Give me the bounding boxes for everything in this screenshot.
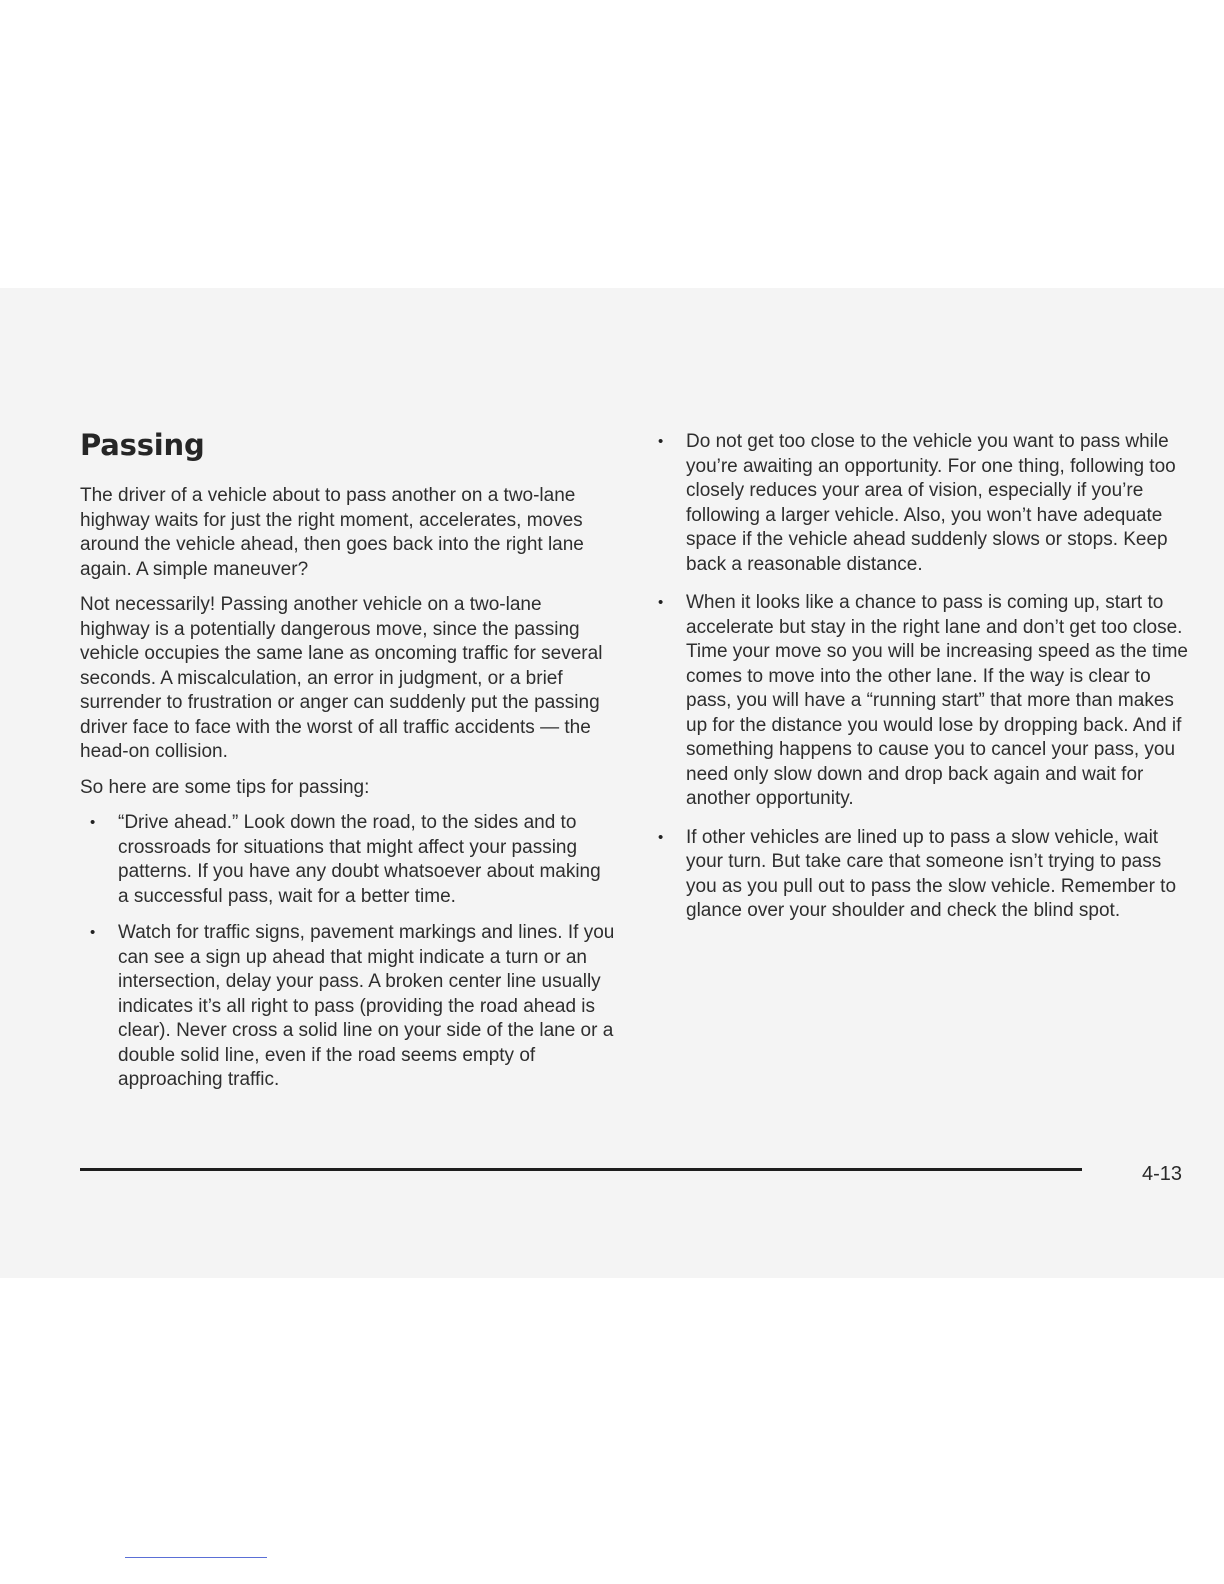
- link-underline[interactable]: [125, 1557, 267, 1558]
- footer-divider: [80, 1168, 1082, 1171]
- bullet-icon: •: [90, 814, 96, 831]
- bullet-icon: •: [90, 924, 96, 941]
- left-column: [80, 428, 615, 1105]
- warning-paragraph: Not necessarily! Passing another vehicle on a two-lane highway is a potentially dangerous move, since the passing vehicle occupies the same lane as oncoming traffic for several seconds. A miscalculation, an error in judgment, or a brief surrender to frustration or anger can suddenly put the passing driver face to face with the worst of all traffic accidents — the head-on collision.: [80, 594, 603, 762]
- page-number: 4-13: [1141, 1163, 1182, 1185]
- section-title: Passing: [80, 428, 205, 462]
- intro-paragraph: The driver of a vehicle about to pass another on a two-lane highway waits for just the right moment, accelerates, moves around the vehicle ahead, then goes back into the right lane again. A simple maneuver?: [80, 485, 584, 580]
- tip-item: [658, 430, 1188, 577]
- tips-list-left: [80, 811, 615, 1093]
- bullet-icon: •: [658, 828, 664, 846]
- tip-item: [658, 826, 1188, 924]
- right-column: [658, 430, 1188, 938]
- bullet-icon: •: [658, 433, 664, 450]
- tip-item: [80, 921, 615, 1093]
- bullet-icon: •: [658, 594, 664, 611]
- tip-item: [80, 811, 615, 909]
- tip-text: Watch for traffic signs, pavement markings and lines. If you can see a sign up ahead that might indicate a turn or an intersection, delay your pass. A broken center line usually indicates it’s all right to pass (providing the road ahead is clear). Never cross a solid line on your side of the lane or a double solid line, even if the road seems empty of approaching traffic.: [118, 922, 615, 1090]
- tip-text: If other vehicles are lined up to pass a slow vehicle, wait your turn. But take care that someone isn’t trying to pass you as you pull out to pass the slow vehicle. Remember to glance over your shoulder and check the blind spot.: [686, 826, 1177, 921]
- tips-list-right: [658, 430, 1188, 924]
- tip-item: [658, 591, 1188, 812]
- tip-text: “Drive ahead.” Look down the road, to the sides and to crossroads for situations that might affect your passing patterns. If you have any doubt whatsoever about making a successful pass, wait for a better time.: [118, 812, 601, 907]
- tip-text: Do not get too close to the vehicle you want to pass while you’re awaiting an opportunity. For one thing, following too closely reduces your area of vision, especially if you’re following a larger vehicle. Also, you won’t have adequate space if the vehicle ahead suddenly slows or stops. Keep back a reasonable distance.: [686, 431, 1176, 575]
- tips-lead: So here are some tips for passing:: [80, 776, 370, 798]
- tip-text: When it looks like a chance to pass is coming up, start to accelerate but stay in the right lane and don’t get too close. Time your move so you will be increasing speed as the time comes to move into the other lane. If the way is clear to pass, you will have a “running start” that more than makes up for the distance you would lose by dropping back. And if something happens to cause you to cancel your pass, you need only slow down and drop back again and wait for another opportunity.: [686, 592, 1188, 809]
